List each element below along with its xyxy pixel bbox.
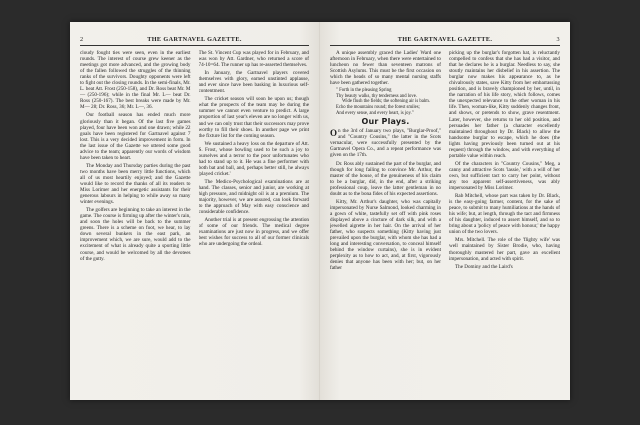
paragraph: We sustained a heavy loss on the departure of Att. S. Frost, whose bowling used to be such a joy to ourselves and a terror to the poor unfortunates who had to stand up to it. He was a fine performer with both bat and ball, and, perhaps better still, he always 'played cricket.' (198, 140, 309, 177)
paragraph: Our football season has ended much more gloriously than it began. Of the last five games played, four have been won and one drawn; while 22 goals have been registered for Gartnavel against 7 lost. This is a very decided improvement in form. In the last issue of the Gazette we uttered some good advice to the team; apparently our words of wisdom have been taken to heart. (80, 112, 191, 161)
drop-cap: O (330, 128, 338, 139)
poem-line: And every sense, and every heart, is joy." (336, 110, 414, 116)
section-heading: Our Plays. (361, 117, 410, 127)
running-head-left (80, 36, 309, 46)
column (199, 50, 310, 400)
paragraph: Dr. Ross ably sustained the part of the burglar, and though for long failing to convince Mr. Arthur, the master of the house, of the genuineness of his claim to be a burglar, did, in the end, after a striking professional coup, leave the latter gentleman in no doubt as to the bona fides of his expected assertions. (330, 160, 441, 197)
column (449, 50, 560, 400)
paragraph: A unique assembly graced the Ladies' Ward one afternoon in February, when there were entertained to luncheon no fewer than seventeen matrons of Scottish Asylums. This must be the first occasion on which the heads of so many mental nursing staffs have been gathered together. (330, 50, 441, 87)
poem-line: " Forth in the pleasing Spring (336, 88, 392, 94)
right-columns (330, 50, 560, 400)
paragraph: Another trial is at present engrossing the attention of some of our friends. The medical degree examinations are just now in progress, and we offer best wishes for success to all of our former clinicals who are undergoing the ordeal. (198, 217, 309, 248)
running-head-right (330, 36, 560, 46)
page-number: 2 (80, 36, 84, 43)
magazine-spread (70, 22, 570, 400)
paragraph: The Dominy and the Laird's (455, 263, 513, 270)
paragraph: Of the characters in "Country Cousins," Meg, a canny and attractive Scots 'lassie,' with a will of her own, but sufficient tact to carry her point, without any too apparent self-assertiveness, was ably impersonated by Miss Lorimer. (449, 160, 560, 192)
left-page (70, 22, 320, 400)
running-title: THE GARTNAVEL GAZETTE. (397, 36, 493, 43)
column (330, 50, 441, 400)
paragraph-text: n the 3rd of January two plays, "Burglar-Proof," and "Country Cousins," the latter in the Scots vernacular, were successfully presented by the Gartnavel Opera Co., and a repeat performance was given on the 17th. (330, 128, 441, 159)
paragraph (330, 128, 441, 158)
poem-line: Echo the mountains round; the forest smiles; (336, 105, 420, 111)
page-number: 3 (556, 36, 560, 43)
paragraph: picking up the burglar's forgotten hat, is reluctantly compelled to confess that she has had a visitor, and that he declares he is a burglar. Needless to say, she stoutly maintains her disbelief in his assertion. The burglar now makes his appearance to, as he chivalrously states, save Kitty from her embarrassing position, and is bravely championed by her, until, in the narration of his life story, which follows, comes the unexpected relevance to the other woman in his life. Then, woman-like, Kitty suddenly changes front, and shows, or pretends to show, grave resentment. Later, however, she returns to her old position, and persuades her father (a character excellently maintained throughout by Dr. Black) to allow the handsome burglar to escape, which he does (the lights having previously been turned out at his request) through the window, and with everything of portable value within reach. (449, 50, 560, 159)
paragraph: In January, the Gartnavel players covered themselves with glory, earned unstinted applause, and ever since have been basking in luxurious self-contentment. (198, 70, 309, 95)
right-page (320, 22, 570, 400)
paragraph: The golfers are beginning to take an interest in the game. The course is firming up after the winter's rain, and soon the holes will be back to the summer greens. There is a scheme on foot, we hear, to lay down several bunkers in the east park, an improvement which, we are sure, would add to the excitement of what is already quite a sporting little course, and would be welcomed by all the devotees of the gutty. (80, 207, 191, 262)
paragraph: cloudy fought ties were seen, even in the earliest rounds. The interest of course grew keener as the meetings got more advanced, and the growing body of the fallen followed the struggles of the thinning ranks of the survivors. Doughty opponents were left to fight out the closing rounds. In the semi-finals, Mr. L. beat Att. Frost (250-158), and Dr. Ross beat Mr. M— (250-196); while in the final Mr. L— beat Dr. Ross (250-167). The best breaks were made by Mr. M— 28; Dr. Ross, 36; Mr. L—, 36. (80, 50, 191, 111)
poem-line: Thy beauty walks, thy tenderness and love. (336, 93, 417, 99)
running-title: THE GARTNAVEL GAZETTE. (147, 36, 242, 43)
paragraph: Mrs. Mitchell. The role of the 'flighty wife' was well maintained by Sister Brodie, who, having thoroughly mastered her part, gave an excellent impersonation, and acted with spirit. (449, 237, 560, 262)
paragraph: Kitty, Mr. Arthur's daughter, who was capitally impersonated by Nurse Salmond, looked charming in a gown of white, tastefully set off with pink roses displayed above a cincture of dark silk, and with a jewelled aigrette in her hair. On the arrival of her father, who suspects something (Kitty having just prevailed upon the burglar, with whom she has had a long and interesting conversation, to conceal himself behind the window curtains), she is in evident perplexity as to how to act, and, at first, vigorously denies that anyone has been with her; but, on her father (330, 198, 441, 272)
paragraph: Rab Mitchell, whose part was taken by Dr. Black, is the easy-going farmer, content, for the sake of peace, to submit to many humiliations at the hands of his wife; but, at length, through the tact and firmness of his daughter, induced to assert himself, and so to bring about a 'policy of peace with honour,' the happy union of the two lovers. (449, 193, 560, 236)
paragraph: The St. Vincent Cup was played for in February, and was won by Att. Gardner, who returned a score of 74-10=64. The runner up has re-asserted themselves. (198, 50, 309, 69)
poem-line: Wide flush the fields; the softening air is balm. (342, 99, 430, 105)
left-columns (80, 50, 309, 400)
paragraph: The Monday and Thursday parties during the past two months have been merry little functions, which all of us most heartily enjoyed; and the Gazette would like to record the thanks of all its readers to Miss Lorimer and her energetic assistants for their generous labours in helping to while away so many winter evenings. (80, 162, 191, 206)
paragraph: The cricket season will soon be upon us; though what the prospects of the team may be during the summer we cannot even venture to predict. A large proportion of last year's eleven are no longer with us, and we can only trust that their successors may prove worthy to fill their shoes. In another page we print the fixture list for the coming season. (198, 96, 309, 139)
poem-quote (336, 88, 441, 116)
paragraph: The Medico-Psychological examinations are at hand. The classes, senior and junior, are working at high pressure, and midnight oil is at a premium. The majority, however, we are assured, can look forward to the approach of May with easy conscience and considerable confidence. (198, 178, 309, 216)
column (80, 50, 191, 400)
